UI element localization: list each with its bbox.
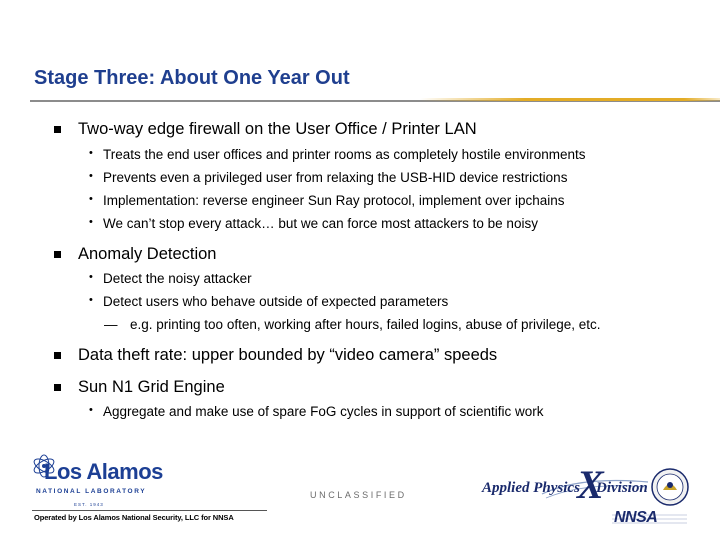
title-accent-bar [420,98,720,101]
sub-bullet-text: Treats the end user offices and printer rooms as completely hostile environments [103,147,586,162]
bullet-grid-engine [78,378,225,397]
dot-bullet-icon: • [89,193,93,205]
lanl-subtitle: NATIONAL LABORATORY [36,488,147,495]
dot-bullet-icon: • [89,147,93,159]
sub-bullet-text: We can’t stop every attack… but we can force most attackers to be noisy [103,216,538,231]
dot-bullet-icon: • [89,404,93,416]
slide-title: Stage Three: About One Year Out [34,67,350,89]
footer-rule [32,510,267,511]
lanl-wordmark: Los Alamos [44,459,163,484]
sub-bullet [89,271,252,286]
operated-by-text: Operated by Los Alamos National Security, LLC for NNSA [34,513,234,522]
nnsa-logo: NNSA [614,509,658,526]
sub-bullet [89,170,568,185]
sub-bullet-text: Detect the noisy attacker [103,271,252,286]
sub-bullet [89,193,565,208]
sub-bullet-text: Detect users who behave outside of expected parameters [103,294,449,309]
square-bullet-icon [54,126,61,133]
dot-bullet-icon: • [89,271,93,283]
dot-bullet-icon: • [89,294,93,306]
division-word: Division [596,480,648,496]
sub-bullet-text: Implementation: reverse engineer Sun Ray protocol, implement over ipchains [103,193,565,208]
sub-bullet [89,216,538,231]
sub-bullet [89,294,449,309]
sub-bullet [89,147,586,162]
sub-sub-bullet-text: e.g. printing too often, working after hours, failed logins, abuse of privilege, etc. [130,317,601,332]
dash-bullet-icon: — [104,317,118,332]
bullet-anomaly-detection [78,245,217,264]
sub-bullet-text: Aggregate and make use of spare FoG cycles in support of scientific work [103,404,544,419]
dot-bullet-icon: • [89,216,93,228]
division-applied-physics: Applied Physics [482,480,580,496]
bullet-text: Sun N1 Grid Engine [78,378,225,396]
lanl-established: EST. 1943 [74,502,104,507]
sub-bullet [89,404,544,419]
seal-icon [651,468,689,506]
bullet-firewall [78,120,477,139]
dot-bullet-icon: • [89,170,93,182]
square-bullet-icon [54,251,61,258]
bullet-text: Anomaly Detection [78,245,217,263]
sub-sub-bullet [104,317,601,332]
bullet-text: Data theft rate: upper bounded by “video camera” speeds [78,346,498,364]
square-bullet-icon [54,384,61,391]
bullet-text: Two-way edge firewall on the User Office / Printer LAN [78,120,477,138]
bullet-data-theft [78,346,497,365]
classification-marking: UNCLASSIFIED [310,490,407,500]
sub-bullet-text: Prevents even a privileged user from relaxing the USB-HID device restrictions [103,170,568,185]
square-bullet-icon [54,352,61,359]
division-x-mark: X [577,462,604,507]
